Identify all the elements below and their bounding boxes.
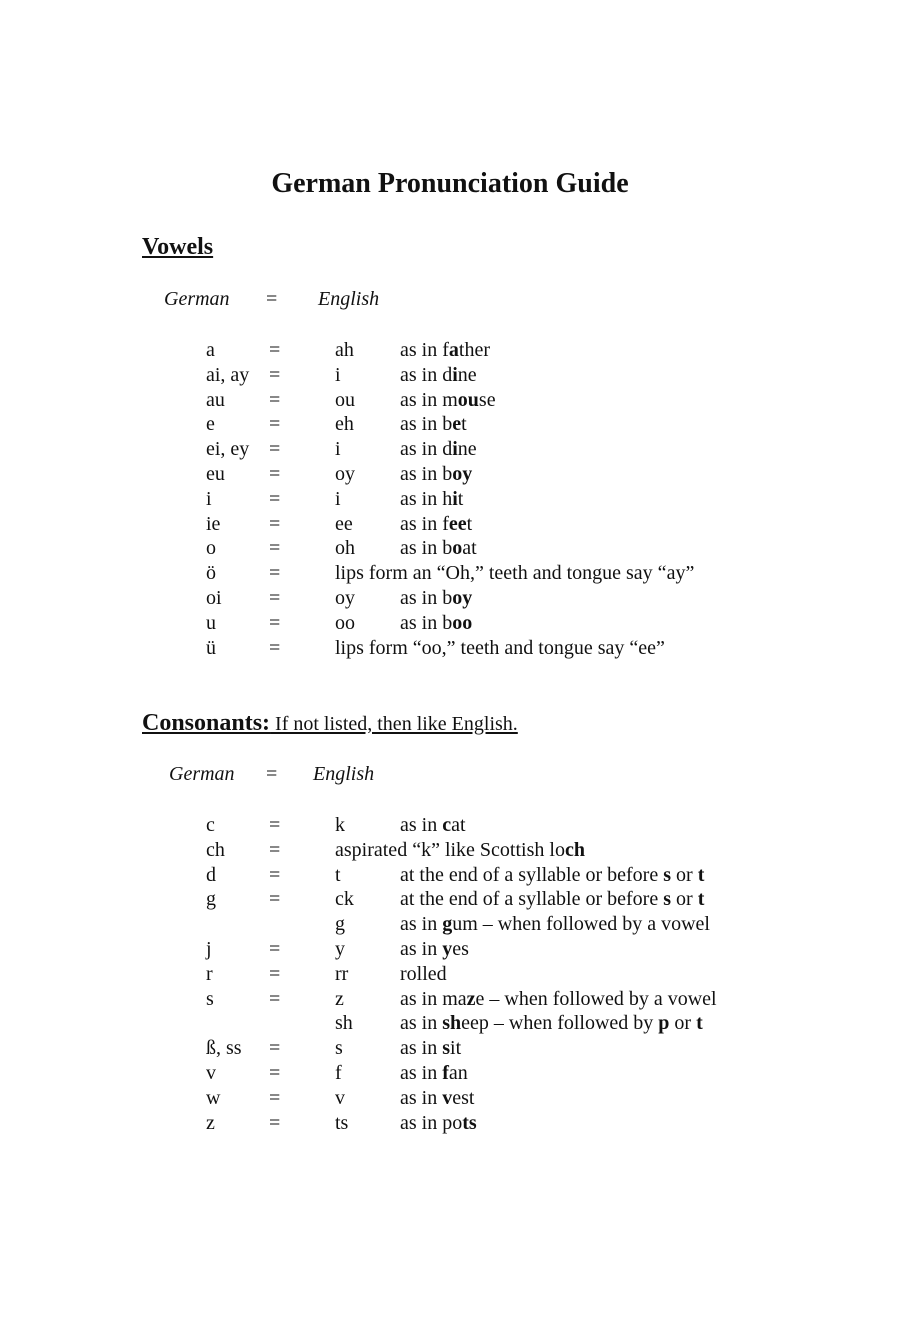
vowel-german-letter: o [206, 537, 216, 560]
consonant-english-sound: ck [335, 888, 354, 911]
consonant-english-sound: rr [335, 962, 349, 985]
vowel-equals: = [269, 562, 281, 585]
vowel-example: as in boat [400, 537, 477, 560]
vowel-example: as in dine [400, 438, 477, 461]
vowel-example: as in boo [400, 611, 473, 634]
consonant-equals: = [269, 1111, 281, 1134]
consonants-header-eq: = [266, 763, 278, 785]
vowel-german-letter: i [206, 487, 212, 510]
consonant-english-sound: f [335, 1062, 342, 1084]
vowel-german-letter: a [206, 339, 215, 361]
vowel-german-letter: ü [206, 636, 216, 659]
consonant-equals: = [269, 888, 281, 911]
vowel-german-letter: au [206, 388, 225, 411]
vowel-english-sound: i [335, 438, 341, 461]
vowel-example: as in dine [400, 363, 477, 386]
consonant-example: as in sit [400, 1037, 462, 1060]
vowel-example: as in bet [400, 413, 467, 436]
consonant-german-letter: j [206, 938, 212, 960]
consonant-german-letter: g [206, 888, 216, 911]
consonant-english-sound: y [335, 938, 345, 960]
vowel-english-sound: oy [335, 587, 355, 609]
vowel-equals: = [269, 463, 281, 485]
vowel-english-sound: ee [335, 512, 353, 535]
vowel-german-letter: oi [206, 587, 222, 609]
consonant-german-letter: v [206, 1062, 216, 1084]
vowel-english-sound: eh [335, 413, 354, 436]
consonant-equals: = [269, 838, 281, 861]
vowel-english-sound: ah [335, 339, 354, 361]
page-title: German Pronunciation Guide [271, 168, 629, 199]
consonant-equals: = [269, 863, 281, 886]
consonant-example: at the end of a syllable or before s or t [400, 863, 705, 886]
vowel-german-letter: ie [206, 512, 221, 535]
consonant-equals: = [269, 1062, 281, 1084]
consonant-german-letter: z [206, 1111, 215, 1134]
consonant-english-sound: sh [335, 1012, 353, 1035]
vowel-example: as in father [400, 339, 490, 361]
vowel-equals: = [269, 512, 281, 535]
consonant-english-sound: v [335, 1086, 345, 1109]
consonants-header-german: German [169, 763, 235, 785]
vowel-example: as in feet [400, 512, 473, 535]
consonant-description: aspirated “k” like Scottish loch [335, 838, 585, 861]
consonants-note: If not listed, then like English. [270, 713, 518, 735]
vowels-header-eq: = [266, 288, 278, 310]
vowel-example: as in boy [400, 587, 473, 609]
vowel-german-letter: e [206, 413, 215, 436]
consonant-example: rolled [400, 962, 447, 985]
consonant-german-letter: ch [206, 838, 225, 861]
vowel-english-sound: i [335, 487, 341, 510]
vowel-equals: = [269, 537, 281, 560]
vowel-equals: = [269, 487, 281, 510]
consonant-example: as in cat [400, 814, 466, 836]
consonants-heading [142, 710, 518, 737]
consonant-example: as in fan [400, 1062, 468, 1084]
vowel-example: as in boy [400, 463, 473, 485]
consonant-english-sound: s [335, 1037, 343, 1060]
consonant-example: as in pots [400, 1111, 477, 1134]
consonant-example: as in vest [400, 1086, 475, 1109]
consonants-header-english: English [313, 763, 375, 785]
vowel-equals: = [269, 413, 281, 436]
consonant-equals: = [269, 962, 281, 985]
consonant-equals: = [269, 987, 281, 1010]
consonant-english-sound: g [335, 913, 345, 936]
vowel-german-letter: u [206, 611, 216, 634]
vowels-heading: Vowels [142, 234, 214, 260]
vowel-german-letter: ö [206, 562, 216, 585]
vowel-equals: = [269, 611, 281, 634]
consonant-equals: = [269, 1086, 281, 1109]
vowel-equals: = [269, 339, 281, 361]
consonant-equals: = [269, 938, 281, 960]
vowel-equals: = [269, 636, 281, 659]
consonant-equals: = [269, 814, 281, 836]
vowel-example: as in hit [400, 487, 464, 510]
consonant-german-letter: ß, ss [206, 1037, 242, 1060]
vowel-english-sound: oh [335, 537, 355, 560]
consonant-english-sound: z [335, 987, 344, 1010]
vowel-equals: = [269, 388, 281, 411]
consonant-example: at the end of a syllable or before s or t [400, 888, 705, 911]
consonant-german-letter: r [206, 962, 213, 985]
vowel-description: lips form “oo,” teeth and tongue say “ee” [335, 636, 665, 659]
consonant-example: as in sheep – when followed by p or t [400, 1012, 703, 1035]
consonant-example: as in maze – when followed by a vowel [400, 987, 717, 1010]
consonant-english-sound: k [335, 814, 345, 836]
vowels-header-german: German [164, 288, 230, 310]
consonant-german-letter: w [206, 1086, 221, 1109]
vowel-german-letter: ei, ey [206, 438, 250, 461]
vowel-example: as in mouse [400, 388, 496, 411]
vowel-english-sound: oo [335, 611, 355, 634]
vowel-equals: = [269, 438, 281, 461]
consonant-english-sound: ts [335, 1111, 349, 1134]
vowel-description: lips form an “Oh,” teeth and tongue say “ay” [335, 562, 695, 585]
vowel-english-sound: i [335, 363, 341, 386]
vowel-german-letter: ai, ay [206, 363, 250, 386]
consonant-english-sound: t [335, 863, 341, 886]
vowel-german-letter: eu [206, 463, 225, 485]
vowel-equals: = [269, 587, 281, 609]
vowel-english-sound: ou [335, 388, 355, 411]
consonant-german-letter: c [206, 814, 215, 836]
consonant-example: as in gum – when followed by a vowel [400, 913, 710, 936]
consonant-example: as in yes [400, 938, 469, 960]
consonants-heading-label: Consonants: [142, 710, 271, 736]
vowel-english-sound: oy [335, 463, 355, 485]
vowel-equals: = [269, 363, 281, 386]
vowels-header-english: English [318, 288, 380, 310]
consonant-german-letter: d [206, 863, 216, 886]
consonant-german-letter: s [206, 987, 214, 1010]
consonant-equals: = [269, 1037, 281, 1060]
